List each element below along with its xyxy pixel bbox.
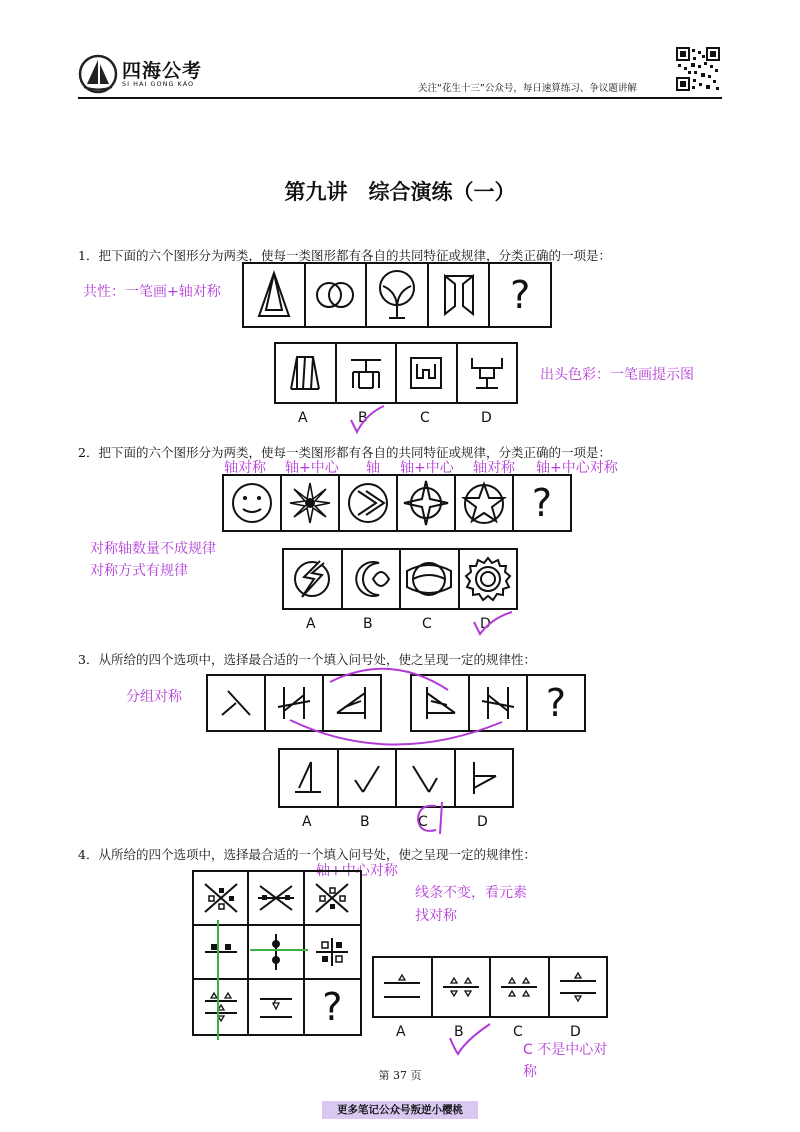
logo [78, 52, 238, 96]
q1-option-c[interactable] [397, 344, 458, 402]
q4-label-a: A [396, 1024, 406, 1040]
q4-note-find: 找对称 [415, 908, 457, 924]
question-4-text: 4．从所给的四个选项中，选择最合适的一个填入问号处，使之呈现一定的规律性： [78, 847, 536, 862]
q2-figure-4 [398, 476, 456, 530]
q4-label-b: B [454, 1024, 464, 1040]
header-slogan: 关注“花生十三”公众号，每日速算练习、争议题讲解 [418, 83, 637, 94]
q2-options-strip [282, 548, 518, 610]
q4-question-mark: ? [322, 985, 343, 1029]
q1-answer-check-mark [348, 404, 388, 436]
q2-label-a: A [306, 616, 316, 632]
q1-options-strip [274, 342, 518, 404]
q4-option-a[interactable] [374, 958, 433, 1016]
q1-figure-3 [367, 264, 429, 326]
page-title: 第九讲 综合演练（一） [284, 179, 516, 204]
q1-figure-4 [429, 264, 491, 326]
q1-label-d: D [481, 410, 492, 426]
q3-option-b[interactable] [339, 750, 398, 806]
q1-note-common: 共性：一笔画+轴对称 [83, 284, 221, 300]
sail-logo-icon [78, 54, 118, 94]
q4-options-strip [372, 956, 608, 1018]
q1-option-d[interactable] [458, 344, 517, 402]
q2-option-d[interactable] [460, 550, 517, 608]
q2-label-1: 轴对称 [224, 460, 266, 476]
question-1-text: 1．把下面的六个图形分为两类，使每一类图形都有各自的共同特征或规律，分类正确的一项是： [78, 248, 611, 263]
q3-label-d: D [477, 814, 488, 830]
q4-note-c-cont: 称 [523, 1064, 537, 1080]
q2-option-a[interactable] [284, 550, 343, 608]
q3-answer-circle [412, 800, 452, 836]
q2-label-2: 轴+中心 [285, 460, 339, 476]
q2-note-1: 对称轴数量不成规律 [90, 541, 216, 557]
q2-figure-5 [456, 476, 514, 530]
q1-label-c: C [420, 410, 430, 426]
q1-question-mark: ? [510, 273, 531, 317]
q4-note-lines: 线条不变，看元素 [415, 885, 527, 901]
q1-figure-2 [306, 264, 368, 326]
q1-question-strip [242, 262, 552, 328]
page-number: 第 37 页 [378, 1069, 422, 1082]
q1-label-b: B [358, 410, 368, 426]
question-3-text: 3．从所给的四个选项中，选择最合适的一个填入问号处，使之呈现一定的规律性： [78, 652, 536, 667]
q3-options-strip [278, 748, 514, 808]
q3-label-b: B [360, 814, 370, 830]
q2-label-4: 轴+中心 [400, 460, 454, 476]
q2-figure-2 [282, 476, 340, 530]
qr-code-icon [676, 47, 720, 91]
q4-cell-6 [305, 926, 360, 980]
q2-figure-1 [224, 476, 282, 530]
q4-answer-check-mark [446, 1020, 496, 1058]
q4-label-d: D [570, 1024, 581, 1040]
q2-label-d: D [480, 616, 491, 632]
q4-cell-3 [305, 872, 360, 926]
q1-figure-1 [244, 264, 306, 326]
q2-label-c: C [422, 616, 432, 632]
q1-label-a: A [298, 410, 308, 426]
logo-text-cn: 四海公考 [122, 60, 203, 82]
q3-option-d[interactable] [456, 750, 513, 806]
q1-note-hint: 出头色彩：一笔画提示图 [540, 367, 694, 383]
question-2-text: 2．把下面的六个图形分为两类，使每一类图形都有各自的共同特征或规律，分类正确的一项是： [78, 445, 611, 460]
header-rule [78, 97, 722, 99]
q4-note-axis: 轴+中心对称 [316, 863, 398, 879]
q4-note-c: C 不是中心对 [523, 1042, 608, 1058]
logo-text-en: SI HAI GONG KAO [122, 80, 195, 88]
q2-label-b: B [363, 616, 373, 632]
q3-question-mark: ? [545, 681, 567, 725]
q2-label-5: 轴对称 [473, 460, 515, 476]
q4-green-axis-lines [190, 880, 310, 1040]
q3-option-c[interactable] [397, 750, 456, 806]
q4-label-c: C [513, 1024, 523, 1040]
q3-option-a[interactable] [280, 750, 339, 806]
q2-question-strip [222, 474, 572, 532]
q2-label-6: 轴+中心对称 [536, 460, 618, 476]
q2-question-mark: ? [531, 481, 553, 525]
q2-option-b[interactable] [343, 550, 402, 608]
q3-figure-1 [208, 676, 266, 730]
footer-banner: 更多笔记公众号叛逆小樱桃 [322, 1101, 478, 1119]
q3-note-group: 分组对称 [126, 689, 182, 705]
q3-label-a: A [302, 814, 312, 830]
q4-option-d[interactable] [550, 958, 607, 1016]
q2-option-c[interactable] [401, 550, 460, 608]
qr-code [676, 47, 720, 91]
q1-option-a[interactable] [276, 344, 337, 402]
q2-note-2: 对称方式有规律 [90, 563, 188, 579]
q4-option-c[interactable] [491, 958, 550, 1016]
q3-grouping-arcs [270, 660, 550, 760]
q3-label-c: C [418, 814, 428, 830]
q2-figure-3 [340, 476, 398, 530]
q2-label-3: 轴 [366, 460, 380, 476]
q4-option-b[interactable] [433, 958, 492, 1016]
q2-answer-check-mark [470, 608, 516, 638]
q1-option-b[interactable] [337, 344, 398, 402]
